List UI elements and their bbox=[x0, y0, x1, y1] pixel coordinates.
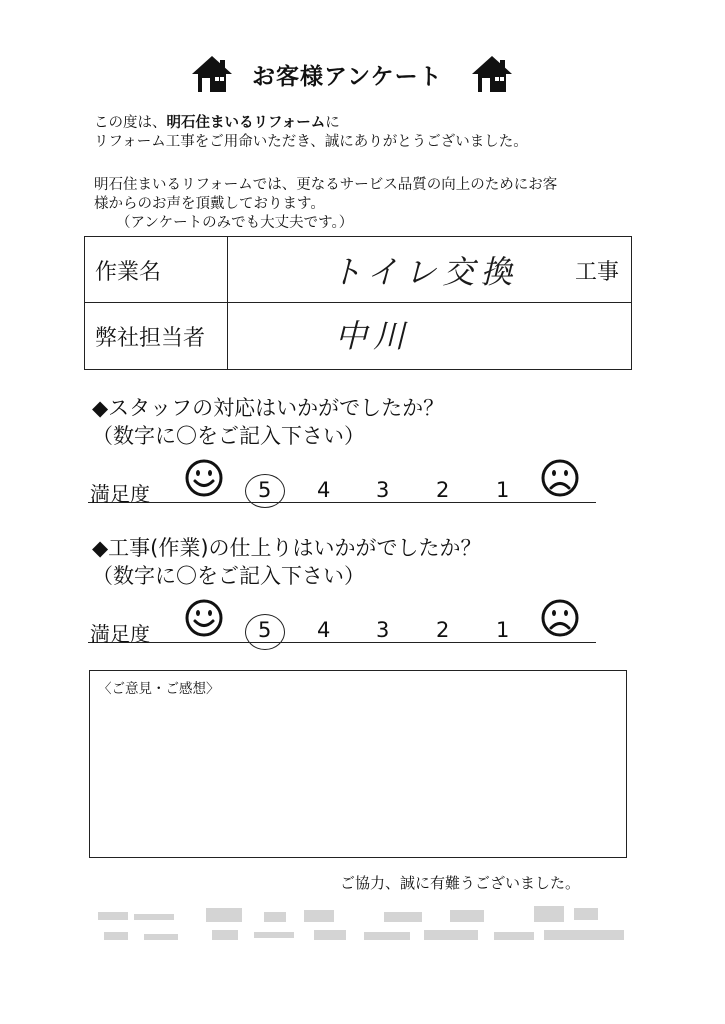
rating-option-3[interactable]: 3 bbox=[376, 618, 390, 642]
house-icon bbox=[190, 54, 234, 94]
intro-line-5: （アンケートのみでも大丈夫です。） bbox=[116, 215, 354, 231]
rating-option-5[interactable]: 5 bbox=[258, 618, 272, 642]
rating-row-1 bbox=[88, 456, 613, 516]
rating-option-2[interactable]: 2 bbox=[436, 618, 450, 642]
rating-option-1[interactable]: 1 bbox=[496, 618, 510, 642]
rating-row-2 bbox=[88, 596, 613, 656]
intro-line-4: 様からのお声を頂戴しております。 bbox=[94, 196, 325, 212]
question-2: ◆工事(作業)の仕上りはいかがでしたか？ bbox=[92, 536, 482, 560]
comments-box[interactable] bbox=[89, 670, 627, 858]
intro-line-1: この度は、明石住まいるリフォームに bbox=[94, 115, 340, 131]
intro-line-2: リフォーム工事をご用命いただき、誠にありがとうございました。 bbox=[94, 134, 528, 150]
question-1: ◆スタッフの対応はいかがでしたか？ bbox=[92, 396, 445, 420]
house-icon bbox=[470, 54, 514, 94]
work-suffix-label: 工事 bbox=[575, 260, 620, 285]
question-1-instruction: （数字に〇をご記入下さい） bbox=[92, 424, 365, 448]
smiley-face-icon bbox=[184, 458, 224, 498]
rating-option-1[interactable]: 1 bbox=[496, 478, 510, 502]
intro-line-3: 明石住まいるリフォームでは、更なるサービス品質の向上のためにお客 bbox=[94, 177, 558, 193]
work-info-table bbox=[84, 236, 632, 370]
rating-option-5[interactable]: 5 bbox=[258, 478, 272, 502]
redacted-address-area bbox=[94, 890, 634, 950]
rating-option-4[interactable]: 4 bbox=[317, 618, 331, 642]
work-name-label: 作業名 bbox=[95, 260, 162, 285]
company-name: 明石住まいるリフォーム bbox=[166, 115, 326, 131]
survey-title: お客様アンケート bbox=[252, 64, 443, 90]
satisfaction-label: 満足度 bbox=[90, 622, 150, 646]
work-name-field[interactable]: トイレ交換 bbox=[330, 253, 519, 291]
question-2-instruction: （数字に〇をご記入下さい） bbox=[92, 564, 365, 588]
thanks-message: ご協力、誠に有難うございました。 bbox=[340, 874, 581, 892]
satisfaction-label: 満足度 bbox=[90, 482, 150, 506]
rating-option-4[interactable]: 4 bbox=[317, 478, 331, 502]
rating-option-2[interactable]: 2 bbox=[436, 478, 450, 502]
staff-name-field[interactable]: 中川 bbox=[335, 317, 412, 355]
comments-label: 〈ご意見・ご感想〉 bbox=[98, 681, 220, 697]
survey-header bbox=[190, 50, 530, 100]
smiley-face-icon bbox=[184, 598, 224, 638]
sad-face-icon bbox=[540, 598, 580, 638]
rating-option-3[interactable]: 3 bbox=[376, 478, 390, 502]
staff-label: 弊社担当者 bbox=[95, 326, 206, 351]
sad-face-icon bbox=[540, 458, 580, 498]
